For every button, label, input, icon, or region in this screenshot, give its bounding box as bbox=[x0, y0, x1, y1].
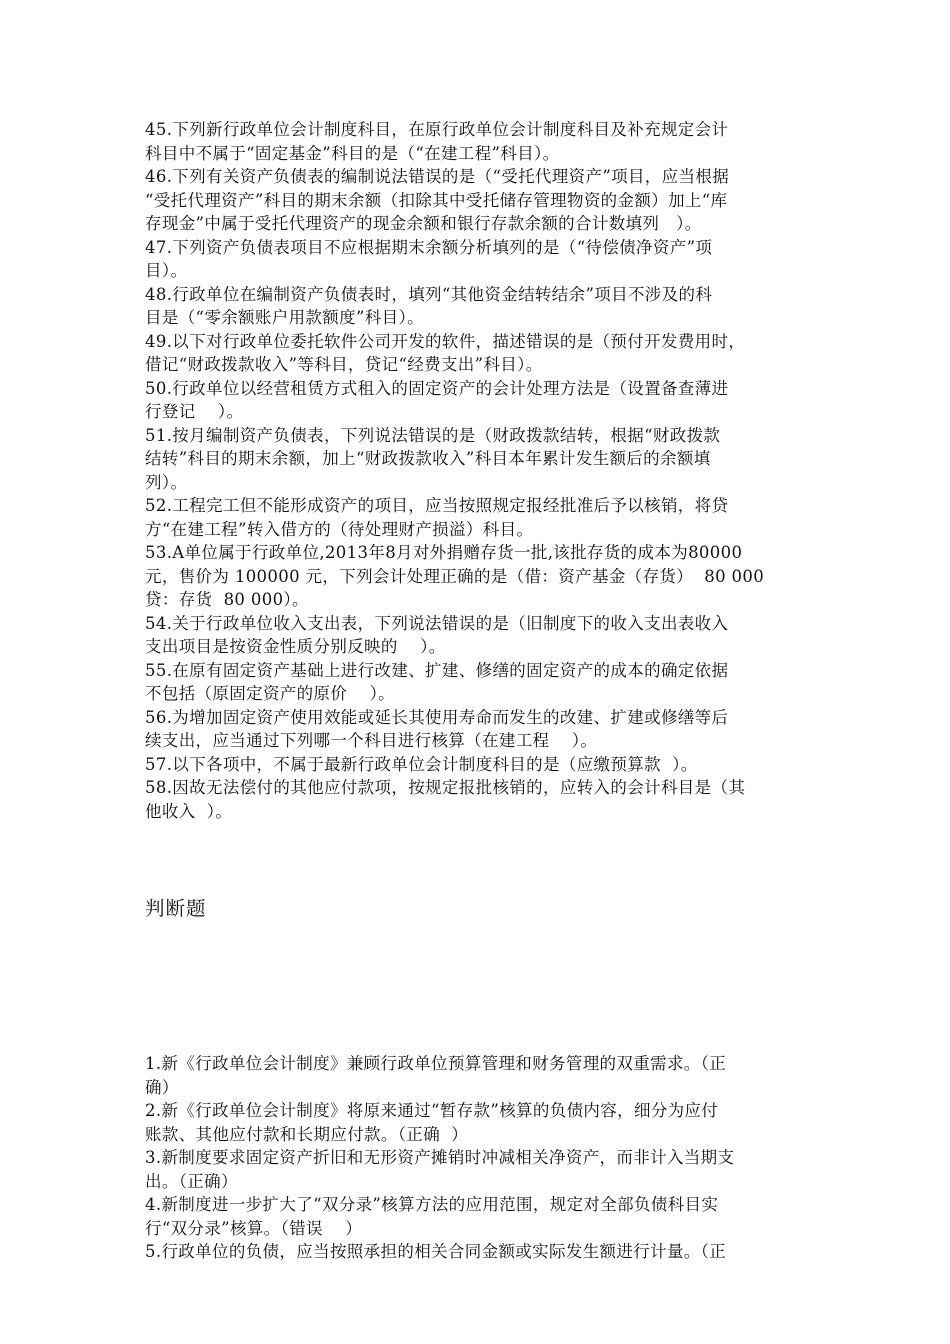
question-48 bbox=[145, 283, 813, 330]
question-text-line: 元，售价为 100000 元，下列会计处理正确的是（借：资产基金（存货） 80 000 bbox=[145, 566, 765, 586]
true-false-question-list bbox=[145, 1052, 813, 1264]
judgment-question-4 bbox=[145, 1193, 813, 1240]
question-text-line: 确） bbox=[145, 1077, 179, 1097]
question-56 bbox=[145, 706, 813, 753]
judgment-question-1 bbox=[145, 1052, 813, 1099]
question-text-line: 目是（“零余额账户用款额度”科目）。 bbox=[145, 308, 424, 327]
question-53 bbox=[145, 541, 813, 612]
question-text-line: 3.新制度要求固定资产折旧和无形资产摊销时冲减相关净资产，而非计入当期支 bbox=[145, 1148, 735, 1167]
question-text-line: 49.以下对行政单位委托软件公司开发的软件，描述错误的是（预付开发费用时， bbox=[145, 331, 746, 351]
question-text-line: 列）。 bbox=[145, 472, 188, 492]
question-58 bbox=[145, 776, 813, 823]
question-text-line: 方“在建工程”转入借方的（待处理财产损溢）科目。 bbox=[145, 519, 534, 539]
question-46 bbox=[145, 165, 813, 236]
question-text-line: 贷：存货 80 000）。 bbox=[145, 590, 309, 609]
question-text-line: 58.因故无法偿付的其他应付款项，按规定报批核销的，应转入的会计科目是（其 bbox=[145, 778, 746, 797]
question-text-line: 56.为增加固定资产使用效能或延长其使用寿命而发生的改建、扩建或修缮等后 bbox=[145, 707, 729, 727]
question-text-line: 目）。 bbox=[145, 261, 188, 280]
question-47 bbox=[145, 236, 813, 283]
question-text-line: 出。（正确） bbox=[145, 1171, 238, 1191]
question-text-line: 2.新《行政单位会计制度》将原来通过“暂存款”核算的负债内容，细分为应付 bbox=[145, 1101, 719, 1120]
question-text-line: 4.新制度进一步扩大了“双分录”核算方法的应用范围，规定对全部负债科目实 bbox=[145, 1195, 719, 1214]
question-text-line: 54.关于行政单位收入支出表，下列说法错误的是（旧制度下的收入支出表收入 bbox=[145, 613, 729, 633]
question-text-line: 续支出，应当通过下列哪一个科目进行核算（在建工程 ）。 bbox=[145, 731, 598, 750]
question-text-line: 5.行政单位的负债，应当按照承担的相关合同金额或实际发生额进行计量。（正 bbox=[145, 1242, 727, 1261]
question-text-line: 48.行政单位在编制资产负债表时，填列“其他资金结转结余”项目不涉及的科 bbox=[145, 284, 713, 304]
question-text-line: 57.以下各项中，不属于最新行政单位会计制度科目的是（应缴预算款 ）。 bbox=[145, 754, 698, 774]
question-text-line: 行登记 ）。 bbox=[145, 402, 244, 421]
question-text-line: 他收入 ）。 bbox=[145, 801, 233, 821]
question-54 bbox=[145, 612, 813, 659]
question-45 bbox=[145, 118, 813, 165]
multiple-choice-question-list bbox=[145, 118, 813, 823]
judgment-question-5 bbox=[145, 1240, 813, 1264]
question-49 bbox=[145, 330, 813, 377]
question-text-line: 55.在原有固定资产基础上进行改建、扩建、修缮的固定资产的成本的确定依据 bbox=[145, 660, 729, 680]
judgment-question-2 bbox=[145, 1099, 813, 1146]
question-text-line: 51.按月编制资产负债表，下列说法错误的是（财政拨款结转，根据“财政拨款 bbox=[145, 425, 721, 445]
judgment-question-3 bbox=[145, 1146, 813, 1193]
section-heading-true-false: 判断题 bbox=[145, 897, 207, 920]
question-52 bbox=[145, 494, 813, 541]
question-text-line: 53.A单位属于行政单位,2013年8月对外捐赠存货一批,该批存货的成本为80000 bbox=[145, 543, 743, 562]
question-51 bbox=[145, 424, 813, 495]
question-text-line: 结转”科目的期末余额，加上“财政拨款收入”科目本年累计发生额后的余额填 bbox=[145, 449, 711, 468]
question-text-line: 47.下列资产负债表项目不应根据期末余额分析填列的是（“待偿债净资产”项 bbox=[145, 237, 713, 257]
question-text-line: 45.下列新行政单位会计制度科目，在原行政单位会计制度科目及补充规定会计 bbox=[145, 120, 729, 139]
question-text-line: 行“双分录”核算。（错误 ） bbox=[145, 1218, 363, 1238]
question-text-line: 50.行政单位以经营租赁方式租入的固定资产的会计处理方法是（设置备查薄进 bbox=[145, 378, 729, 398]
question-text-line: 科目中不属于“固定基金”科目的是（“在建工程”科目）。 bbox=[145, 143, 560, 163]
question-text-line: 支出项目是按资金性质分别反映的 ）。 bbox=[145, 637, 446, 656]
question-text-line: 借记“财政拨款收入”等科目，贷记“经费支出”科目）。 bbox=[145, 355, 543, 374]
question-text-line: 不包括（原固定资产的原价 ）。 bbox=[145, 684, 396, 703]
question-text-line: 账款、其他应付款和长期应付款。（正确 ） bbox=[145, 1124, 469, 1144]
question-text-line: 存现金”中属于受托代理资产的现金余额和银行存款余额的合计数填列 ）。 bbox=[145, 214, 702, 233]
question-57 bbox=[145, 753, 813, 777]
question-text-line: 1.新《行政单位会计制度》兼顾行政单位预算管理和财务管理的双重需求。（正 bbox=[145, 1054, 727, 1073]
question-text-line: 52.工程完工但不能形成资产的项目，应当按照规定报经批准后予以核销，将贷 bbox=[145, 496, 729, 515]
question-55 bbox=[145, 659, 813, 706]
question-text-line: “受托代理资产”科目的期末余额（扣除其中受托储存管理物资的金额）加上“库 bbox=[145, 190, 728, 210]
question-50 bbox=[145, 377, 813, 424]
question-text-line: 46.下列有关资产负债表的编制说法错误的是（“受托代理资产”项目，应当根据 bbox=[145, 167, 730, 186]
